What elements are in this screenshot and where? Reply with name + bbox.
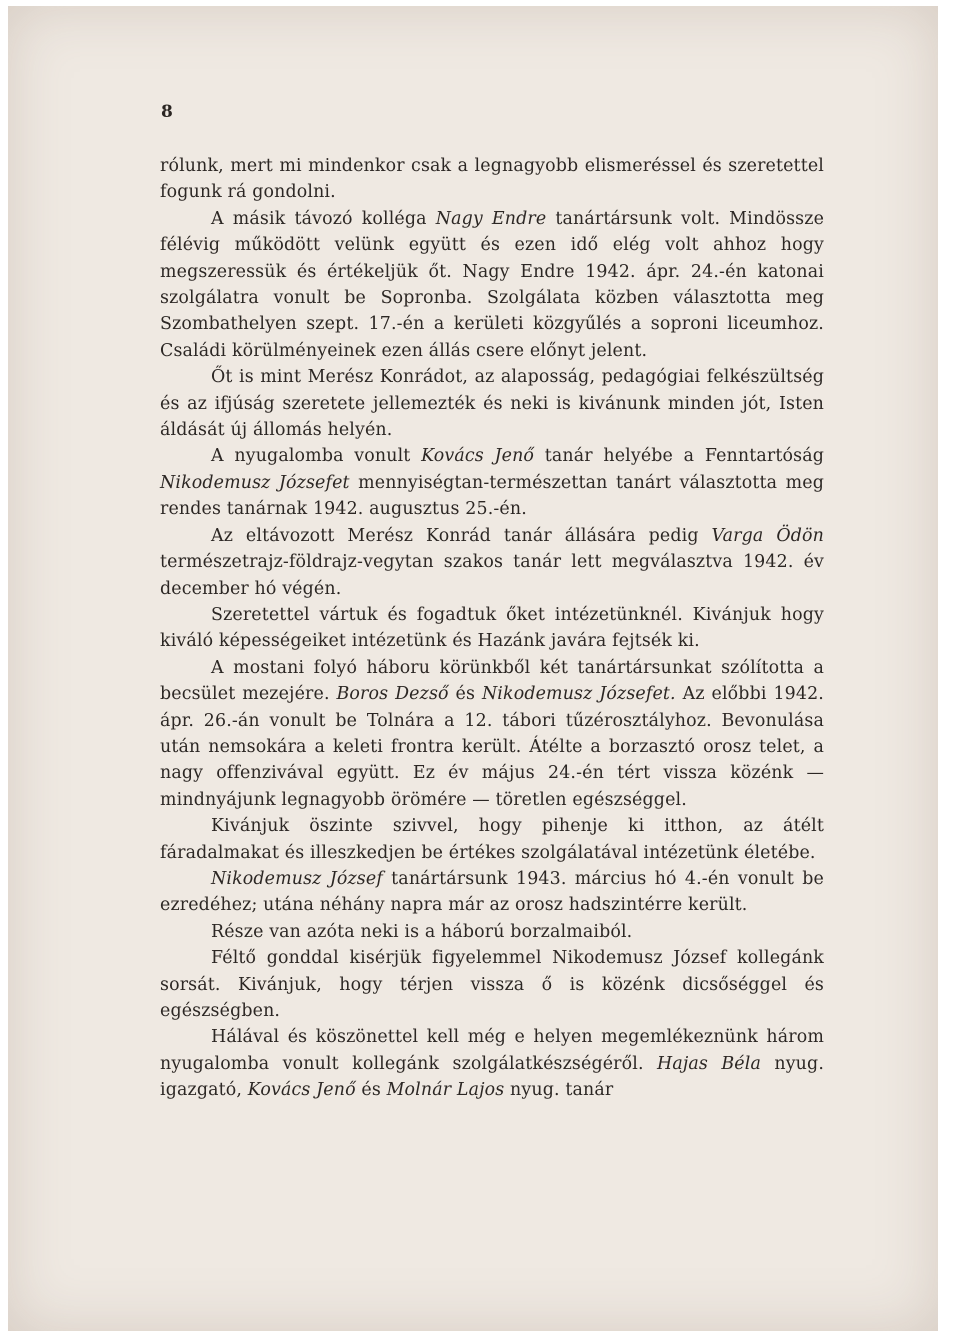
article-body (160, 153, 824, 1104)
paragraph-12-text-d: nyug. tanár (504, 1080, 614, 1101)
paragraph-4-text-a: A nyugalomba vonult (211, 446, 422, 467)
paragraph-4-text-c: mennyiségtan-természettan tanárt választotta meg rendes tanárnak 1942. augusztus 25.-én. (160, 472, 824, 520)
person-name: Molnár Lajos (386, 1080, 505, 1101)
page-number: 8 (161, 102, 173, 122)
paragraph-10-text: Része van azóta neki is a háború borzalmaiból. (211, 921, 633, 942)
paragraph-3 (160, 364, 824, 443)
paragraph-2-text-a: A másik távozó kolléga (211, 208, 436, 229)
paragraph-12 (160, 1024, 824, 1103)
paragraph-5-text-b: természetrajz-földrajz-vegytan szakos tanár lett megválasztva 1942. év december hó végén. (160, 552, 824, 599)
paragraph-4 (160, 443, 824, 522)
person-name: Hajas Béla (657, 1053, 761, 1074)
paragraph-6 (160, 602, 824, 655)
paragraph-4-text-b: tanár helyébe a Fenntartóság (534, 446, 825, 467)
paragraph-2 (160, 206, 824, 364)
person-name: Nikodemusz József (211, 868, 383, 889)
paragraph-7-text-b: és (448, 684, 482, 705)
paragraph-10 (160, 919, 824, 945)
person-name: Nikodemusz Józsefet. (481, 684, 676, 705)
paragraph-5-text-a: Az eltávozott Merész Konrád tanár állására pedig (211, 525, 712, 546)
paragraph-9 (160, 866, 824, 919)
paragraph-12-text-c: és (355, 1080, 387, 1101)
paragraph-7-text-a: A mostani folyó háboru körünkből két tanártársunkat szólította a becsület mezejére. (160, 657, 824, 705)
paragraph-11-text: Féltő gonddal kisérjük figyelemmel Nikodemusz József kollegánk sorsát. Kivánjuk, hogy térjen vissza ő is közénk dicsőséggel és egészségben. (160, 948, 824, 1021)
person-name: Boros Dezső (336, 684, 449, 705)
person-name: Kovács Jenő (421, 446, 535, 467)
paragraph-8 (160, 813, 824, 866)
paragraph-1-text: rólunk, mert mi mindenkor csak a legnagyobb elismeréssel és szeretettel fogunk rá gondolni. (160, 156, 824, 203)
scanned-page (8, 6, 938, 1331)
paragraph-12-text-a: Hálával és köszönettel kell még e helyen megemlékeznünk három nyugalomba vonult kollegánk szolgálatkészségéről. (160, 1027, 824, 1074)
person-name: Nagy Endre (435, 208, 547, 229)
person-name: Kovács Jenő (247, 1080, 356, 1101)
paragraph-6-text: Szeretettel vártuk és fogadtuk őket intézetünknél. Kivánjuk hogy kiváló képességeiket intézetünk és Hazánk javára fejtsék ki. (160, 604, 824, 652)
paragraph-3-text: Őt is mint Merész Konrádot, az alaposság, pedagógiai felkészültség és az ifjúság szeretete jellemezték és neki is kivánunk minden jót, Isten áldását új állomás helyén. (160, 367, 824, 441)
paragraph-11 (160, 945, 824, 1024)
person-name: Nikodemusz Józsefet (160, 472, 350, 493)
paragraph-7-text-c: Az előbbi 1942. ápr. 26.-án vonult be Tolnára a 12. tábori tűzérosztályhoz. Bevonulása után nemsokára a keleti frontra került. Átélte a borzasztó orosz telet, a nagy offenzivával együtt. Ez év május 24.-én tért vissza közénk — mindnyájunk legnagyobb örömére — töretlen egészséggel. (160, 684, 824, 810)
paragraph-5 (160, 523, 824, 602)
paragraph-1 (160, 153, 824, 206)
paragraph-9-text: tanártársunk 1943. március hó 4.-én vonult be ezredéhez; utána néhány napra már az orosz hadszintérre került. (160, 868, 824, 916)
paragraph-8-text: Kivánjuk öszinte szivvel, hogy pihenje ki itthon, az átélt fáradalmakat és illeszkedjen be értékes szolgálatával intézetünk életébe. (160, 816, 824, 863)
paragraph-7 (160, 655, 824, 813)
person-name: Varga Ödön (711, 525, 824, 546)
paragraph-12-text-b: nyug. igazgató, (160, 1053, 824, 1101)
paragraph-2-text-b: tanártársunk volt. Mindössze félévig működött velünk együtt és ezen idő elég volt ahhoz hogy megszeressük és értékeljük őt. Nagy Endre 1942. ápr. 24.-én katonai szolgálatra vonult be Sopronba. Szolgálata közben választotta meg Szombathelyen szept. 17.-én a kerületi közgyűlés a soproni liceumhoz. Családi körülményeinek ezen állás csere előnyt jelent. (160, 208, 825, 361)
